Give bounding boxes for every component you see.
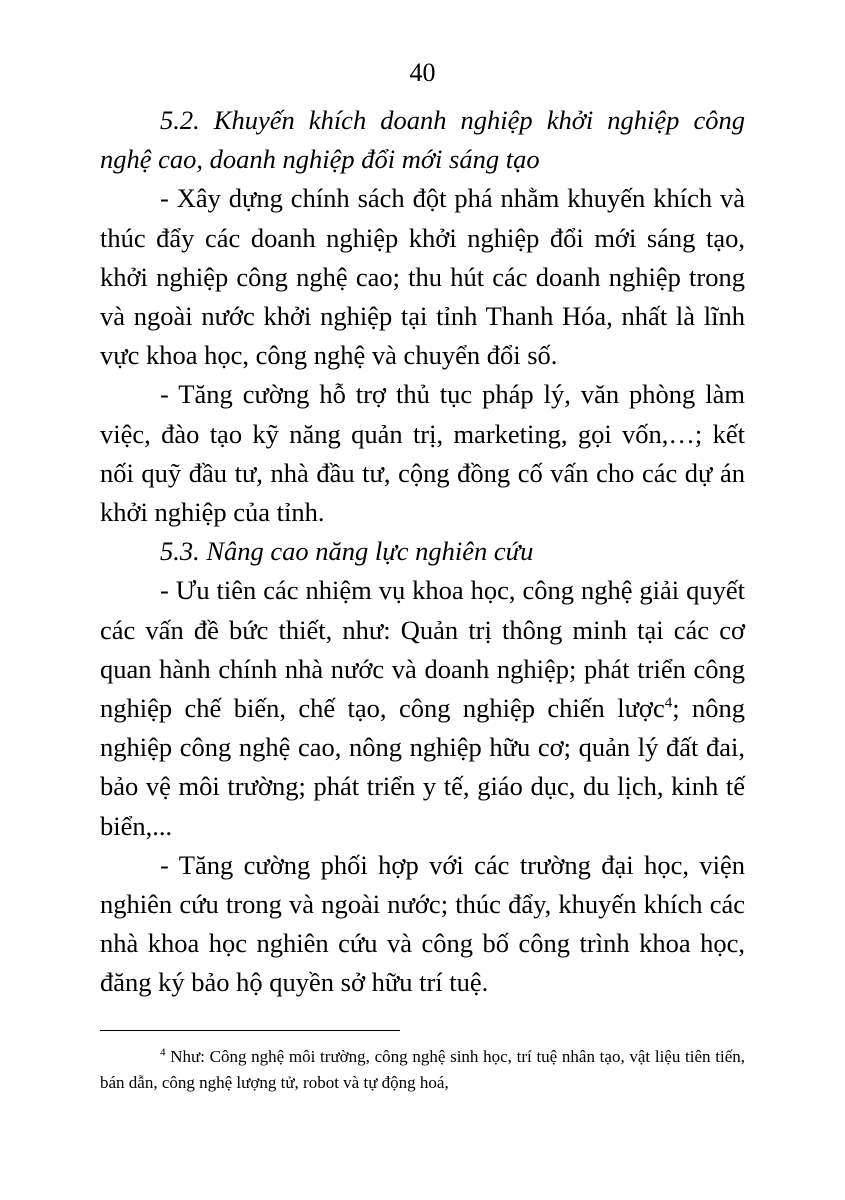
- page-number: 40: [409, 58, 436, 87]
- section-heading-5-2: 5.2. Khuyến khích doanh nghiệp khởi nghiệp công nghệ cao, doanh nghiệp đổi mới sáng tạo: [100, 105, 745, 175]
- section-heading-5-3: 5.3. Nâng cao năng lực nghiên cứu: [160, 536, 534, 567]
- footnote-text: Như: Công nghệ môi trường, công nghệ sinh học, trí tuệ nhân tạo, vật liệu tiên tiến, bán dẫn, công nghệ lượng tử, robot và tự động hoá,: [100, 1047, 745, 1092]
- main-content: [100, 101, 745, 1003]
- paragraph-research-priorities-part1: - Ưu tiên các nhiệm vụ khoa học, công nghệ giải quyết các vấn đề bức thiết, như: Quản trị thông minh tại các cơ quan hành chính nhà nước và doanh nghiệp; phát triển công nghiệp chế biến, chế tạo, công nghiệp chiến lược: [100, 575, 745, 724]
- footnote: [100, 1044, 745, 1096]
- paragraph-research-cooperation: - Tăng cường phối hợp với các trường đại học, viện nghiên cứu trong và ngoài nước; thúc đẩy, khuyến khích các nhà khoa học nghiên cứu và công bố công trình khoa học, đăng ký bảo hộ quyền sở hữu trí tuệ.: [100, 849, 745, 998]
- footnote-divider: [100, 1030, 400, 1031]
- paragraph-startup-policy: - Xây dựng chính sách đột phá nhằm khuyến khích và thúc đẩy các doanh nghiệp khởi nghiệp đổi mới sáng tạo, khởi nghiệp công nghệ cao; thu hút các doanh nghiệp trong và ngoài nước khởi nghiệp tại tỉnh Thanh Hóa, nhất là lĩnh vực khoa học, công nghệ và chuyển đổi số.: [100, 183, 745, 371]
- footnote-marker: 4: [160, 1046, 166, 1059]
- paragraph-startup-support: - Tăng cường hỗ trợ thủ tục pháp lý, văn phòng làm việc, đào tạo kỹ năng quản trị, marketing, gọi vốn,…; kết nối quỹ đầu tư, nhà đầu tư, cộng đồng cố vấn cho các dự án khởi nghiệp của tỉnh.: [100, 379, 745, 528]
- paragraph-research-priorities-part2: ; nông nghiệp công nghệ cao, nông nghiệp hữu cơ; quản lý đất đai, bảo vệ môi trường; phát triển y tế, giáo dục, du lịch, kinh tế biển,...: [100, 693, 745, 841]
- footnote-reference[interactable]: 4: [664, 695, 673, 712]
- paragraph-research-priorities: [100, 571, 745, 845]
